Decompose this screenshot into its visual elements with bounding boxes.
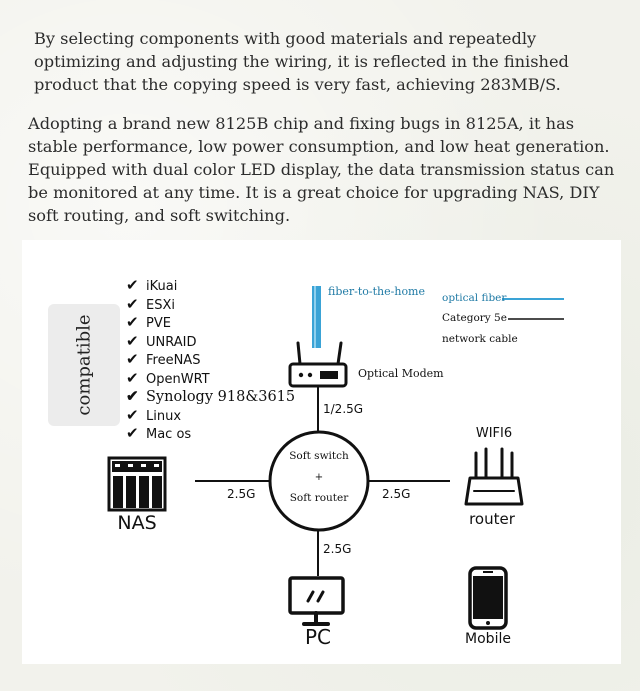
check-icon: ✔	[126, 405, 139, 424]
legend-network-cable-label: network cable	[442, 333, 518, 345]
network-diagram-card	[22, 240, 621, 664]
modem-link-speed: 1/2.5G	[323, 402, 364, 416]
os-item: ✔ Mac os	[126, 424, 192, 442]
pc-label: PC	[304, 625, 332, 649]
os-item: ✔ Synology 918&3615	[126, 387, 296, 405]
os-item: ✔ FreeNAS	[126, 350, 201, 368]
intro-paragraph-speed: By selecting components with good materials and repeatedly optimizing and adjusting the wiring, it is reflected in the finished product that the copying speed is very fast, achieving 283MB/S.	[34, 29, 569, 94]
pc-link-speed: 2.5G	[323, 542, 352, 556]
check-icon: ✔	[126, 313, 139, 331]
intro-paragraph-chip: Adopting a brand new 8125B chip and fixing bugs in 8125A, it has stable performance, low power consumption, and low heat generation. Equipped with dual color LED display, the data transmission status can be monitored at any time. It is a great choice for upgrading NAS, DIY soft routing, and soft switching.	[28, 114, 615, 225]
check-icon: ✔	[126, 276, 139, 294]
check-icon: ✔	[126, 424, 139, 442]
modem-label: Optical Modem	[358, 367, 444, 380]
os-item: ✔ OpenWRT	[126, 368, 210, 387]
router-icon	[466, 449, 522, 504]
check-icon: ✔	[126, 294, 139, 313]
nas-label: NAS	[117, 512, 157, 534]
check-icon: ✔	[126, 368, 139, 387]
os-item: ✔ UNRAID	[126, 331, 197, 350]
router-label: router	[469, 510, 515, 528]
hub-label-soft-switch: Soft switch	[289, 450, 349, 462]
os-item: ✔ iKuai	[126, 276, 178, 294]
router-link-speed: 2.5G	[382, 487, 411, 501]
os-item: ✔ PVE	[126, 313, 171, 331]
router-top-label: WIFI6	[475, 426, 513, 441]
fiber-label: fiber-to-the-home	[328, 285, 426, 298]
optical-modem-icon	[290, 343, 346, 386]
check-icon: ✔	[126, 350, 139, 368]
nas-icon	[109, 458, 165, 510]
os-item: ✔ Linux	[126, 405, 182, 424]
hub-label-soft-router: Soft router	[289, 492, 349, 504]
legend-optical-fiber-label: optical fiber	[442, 292, 507, 304]
pc-icon	[290, 578, 343, 624]
mobile-label: Mobile	[465, 631, 511, 647]
check-icon: ✔	[126, 331, 139, 350]
nas-link-speed: 2.5G	[227, 487, 256, 501]
fiber-line	[312, 286, 321, 348]
hub-label-plus: +	[314, 472, 324, 483]
mobile-icon	[470, 568, 506, 628]
os-item: ✔ ESXi	[126, 294, 175, 313]
legend-category-5e-label: Category 5e	[442, 312, 507, 324]
compatible-label: compatible	[73, 314, 95, 416]
check-icon: ✔	[126, 387, 139, 405]
